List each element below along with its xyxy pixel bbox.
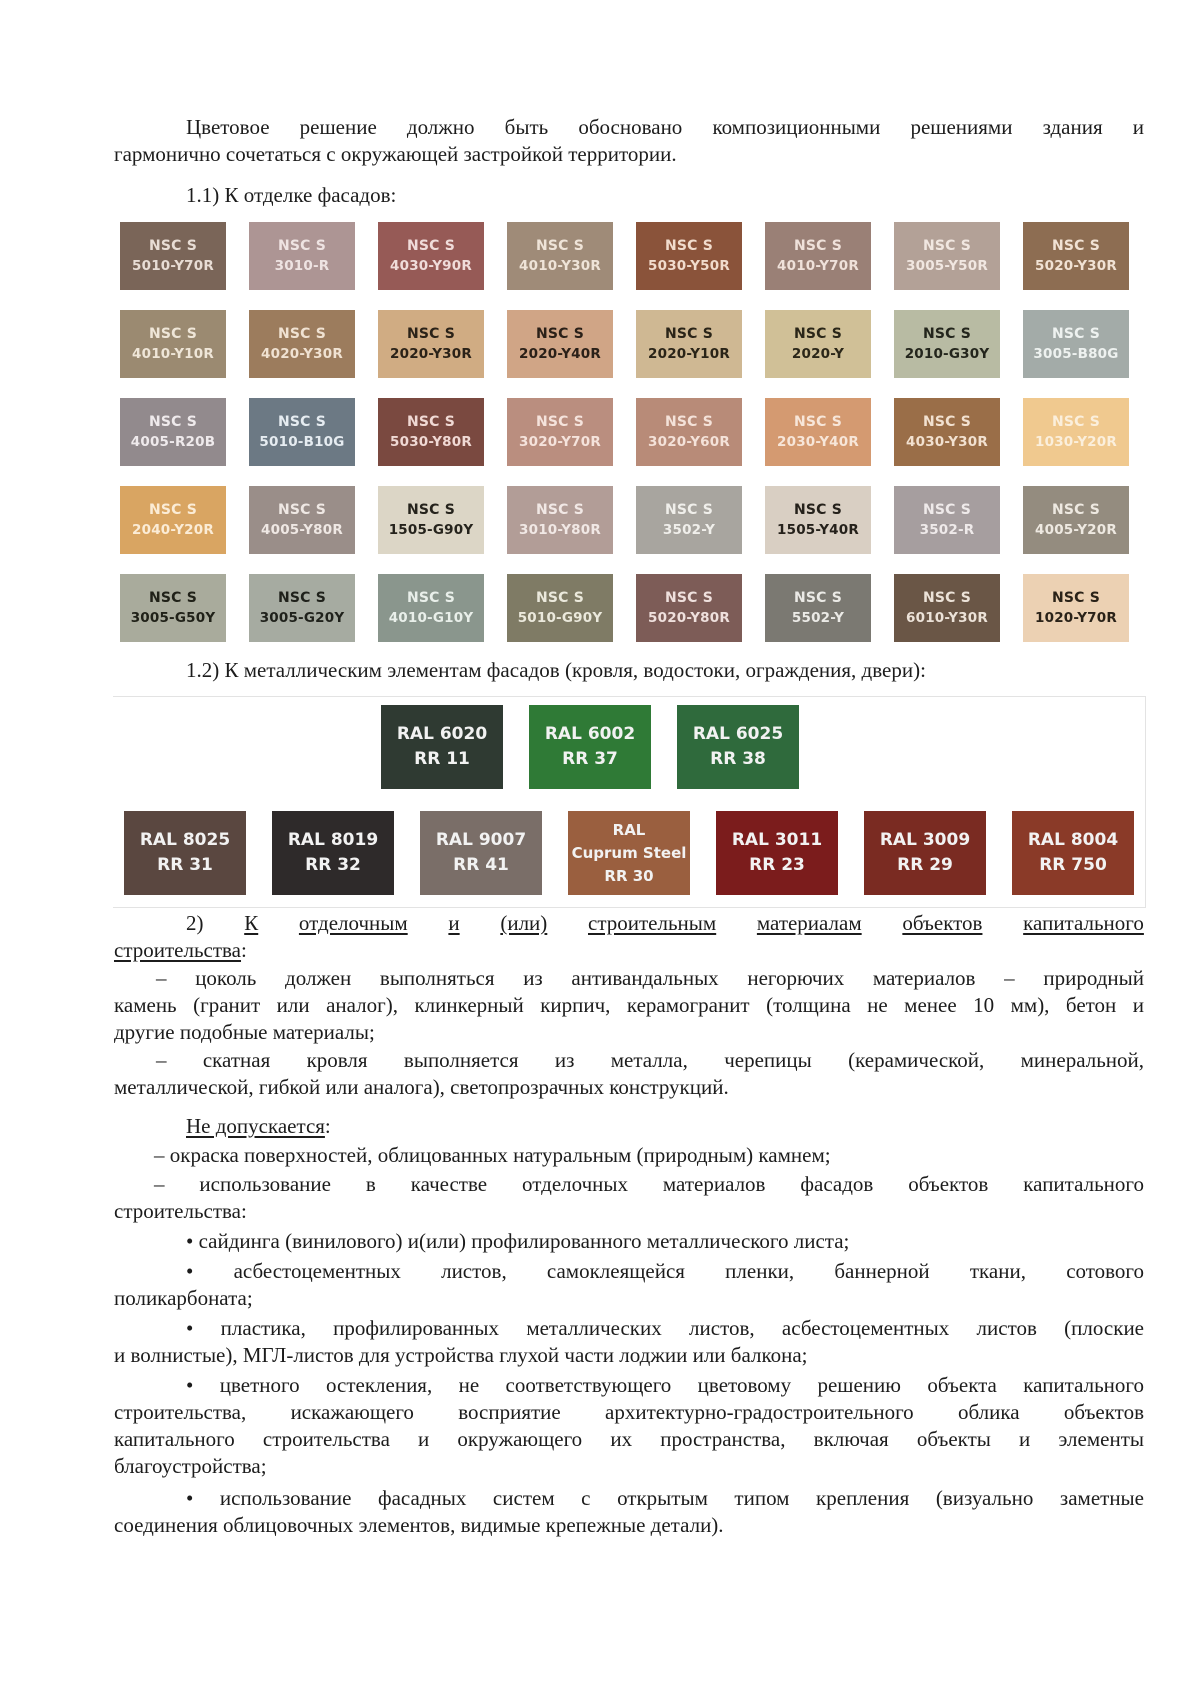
nsc-swatch [378, 398, 484, 466]
section-2-word: отделочным [298, 911, 408, 935]
nsc-swatch-prefix: NSC S [1051, 414, 1101, 430]
nsc-swatch-code: 5030-Y50R [648, 258, 730, 274]
nsc-swatch [636, 310, 742, 378]
nsc-swatch-prefix: NSC S [148, 502, 198, 518]
ral-swatch [1012, 811, 1134, 895]
nsc-swatch-prefix: NSC S [406, 238, 456, 254]
bullet-2-line-1: • асбестоцементных листов, самоклеящейся пленки, баннерной ткани, сотового [186, 1259, 1144, 1283]
section-2-word: (или) [500, 911, 548, 935]
section-2-word: и [448, 911, 460, 935]
nsc-swatch [894, 574, 1000, 642]
nsc-swatch-prefix: NSC S [406, 414, 456, 430]
ral-swatch-label: RAL 9007 [435, 830, 527, 850]
section-2-word: объектов [902, 911, 983, 935]
nsc-swatch-code: 2020-Y [791, 346, 845, 362]
ral-swatch-label: RR 38 [710, 749, 766, 769]
nsc-swatch-grid [120, 222, 1129, 642]
nsc-swatch [378, 486, 484, 554]
nsc-swatch-code: 2020-Y10R [648, 346, 730, 362]
nsc-swatch [765, 486, 871, 554]
nsc-swatch [636, 222, 742, 290]
ral-swatch [864, 811, 986, 895]
nsc-swatch-code: 3502-Y [662, 522, 716, 538]
ral-swatch-label: RR 31 [157, 855, 213, 875]
nsc-swatch [894, 486, 1000, 554]
nsc-swatch [378, 222, 484, 290]
nsc-swatch-code: 3020-Y60R [648, 434, 730, 450]
nsc-swatch [765, 222, 871, 290]
nsc-swatch-prefix: NSC S [535, 326, 585, 342]
not-allowed-colon: : [324, 1114, 331, 1138]
nsc-swatch-code: 5030-Y80R [390, 434, 472, 450]
nsc-swatch-code: 2010-G30Y [904, 346, 990, 362]
nsc-swatch-code: 3010-R [274, 258, 330, 274]
nsc-swatch [120, 222, 226, 290]
ral-swatch-label: RAL 3011 [731, 830, 823, 850]
nsc-swatch-prefix: NSC S [406, 502, 456, 518]
ral-swatch [677, 705, 799, 789]
ral-swatch [272, 811, 394, 895]
section-2-heading [114, 910, 1144, 937]
ral-swatch-label: RAL 6002 [544, 724, 636, 744]
nsc-swatch-prefix: NSC S [148, 414, 198, 430]
nsc-swatch-code: 5010-Y70R [132, 258, 214, 274]
ral-swatch-label: Cuprum Steel [571, 843, 687, 862]
bullet-5-line-1: • использование фасадных систем с открытым типом крепления (визуально заметные [186, 1486, 1144, 1510]
nsc-swatch-code: 4010-Y10R [132, 346, 214, 362]
nsc-swatch-prefix: NSC S [664, 326, 714, 342]
nsc-swatch-prefix: NSC S [148, 326, 198, 342]
nsc-swatch-prefix: NSC S [535, 414, 585, 430]
nsc-swatch-prefix: NSC S [793, 502, 843, 518]
nsc-swatch [249, 222, 355, 290]
section-2-word: 2) [186, 911, 204, 935]
section-2-heading-underlined: строительства [114, 938, 242, 962]
nsc-swatch-code: 4020-Y30R [261, 346, 343, 362]
nsc-swatch-code: 3020-Y70R [519, 434, 601, 450]
nsc-swatch-code: 1030-Y20R [1035, 434, 1117, 450]
ral-swatch [716, 811, 838, 895]
nsc-swatch-code: 2020-Y40R [519, 346, 601, 362]
nsc-swatch-prefix: NSC S [406, 326, 456, 342]
nsc-swatch-code: 4005-Y80R [261, 522, 343, 538]
section-2-word: материалам [756, 911, 862, 935]
bullet-3-line-1: • пластика, профилированных металлических листов, асбестоцементных листов (плоские [186, 1316, 1144, 1340]
p2-line-2: металлической, гибкой или аналога), светопрозрачных конструкций. [114, 1075, 729, 1099]
nsc-swatch [249, 486, 355, 554]
nsc-swatch-prefix: NSC S [1051, 238, 1101, 254]
nsc-swatch-code: 4030-Y90R [390, 258, 472, 274]
nsc-swatch-code: 6010-Y30R [906, 610, 988, 626]
nsc-swatch-prefix: NSC S [793, 238, 843, 254]
not-allowed-title: Не допускается [186, 1114, 325, 1138]
nsc-swatch-code: 5010-B10G [259, 434, 345, 450]
not-allowed-heading [186, 1113, 1200, 1140]
nsc-swatch-prefix: NSC S [922, 238, 972, 254]
ral-swatch [420, 811, 542, 895]
nsc-swatch-prefix: NSC S [1051, 326, 1101, 342]
nsc-swatch-prefix: NSC S [277, 590, 327, 606]
ral-swatch-label: RAL 8019 [287, 830, 379, 850]
nsc-swatch-code: 1020-Y70R [1035, 610, 1117, 626]
nsc-swatch-prefix: NSC S [535, 502, 585, 518]
p2-line-1: – скатная кровля выполняется из металла, черепицы (керамической, минеральной, [156, 1048, 1144, 1072]
section-2-word: К [244, 911, 259, 935]
nsc-swatch-code: 1505-Y40R [777, 522, 859, 538]
nsc-swatch [378, 310, 484, 378]
ral-swatch-label: RAL 8025 [139, 830, 231, 850]
nsc-swatch-prefix: NSC S [664, 238, 714, 254]
section-2-word: капитального [1023, 911, 1144, 935]
bullet-5-line-2: соединения облицовочных элементов, видимые крепежные детали). [114, 1513, 724, 1537]
nsc-swatch [636, 574, 742, 642]
nsc-swatch-code: 3005-B80G [1033, 346, 1119, 362]
nsc-swatch [120, 310, 226, 378]
ral-swatch [124, 811, 246, 895]
ral-swatch-label: RR 23 [749, 855, 805, 875]
p1-line-2: камень (гранит или аналог), клинкерный кирпич, керамогранит (толщина не менее 10 мм), бетон и [114, 993, 1144, 1017]
nsc-swatch-code: 4010-Y70R [777, 258, 859, 274]
nsc-swatch [249, 310, 355, 378]
nsc-swatch [1023, 222, 1129, 290]
nsc-swatch [507, 574, 613, 642]
nsc-swatch [120, 574, 226, 642]
nsc-swatch [507, 398, 613, 466]
nsc-swatch-prefix: NSC S [922, 414, 972, 430]
nsc-swatch [249, 574, 355, 642]
nsc-swatch [507, 486, 613, 554]
nsc-swatch-code: 4005-Y20R [1035, 522, 1117, 538]
nsc-swatch-code: 2020-Y30R [390, 346, 472, 362]
nsc-swatch-prefix: NSC S [277, 414, 327, 430]
ral-swatch-label: RR 32 [305, 855, 361, 875]
nsc-swatch [249, 398, 355, 466]
nsc-swatch-prefix: NSC S [793, 414, 843, 430]
section-1-2-heading: 1.2) К металлическим элементам фасадов (кровля, водостоки, ограждения, двери): [186, 658, 926, 682]
p1-line-1: – цоколь должен выполняться из антивандальных негорючих материалов – природный [156, 966, 1144, 990]
ral-swatch-label: RR 37 [562, 749, 618, 769]
nsc-swatch [636, 486, 742, 554]
nsc-swatch-prefix: NSC S [922, 502, 972, 518]
nsc-swatch [894, 398, 1000, 466]
ral-swatch [529, 705, 651, 789]
ral-swatch-label: RR 11 [414, 749, 470, 769]
nsc-swatch-prefix: NSC S [535, 590, 585, 606]
nsc-swatch [765, 574, 871, 642]
ral-swatch-label: RR 41 [453, 855, 509, 875]
nsc-swatch-prefix: NSC S [664, 502, 714, 518]
nsc-swatch [636, 398, 742, 466]
nsc-swatch-prefix: NSC S [148, 238, 198, 254]
nsc-swatch-prefix: NSC S [277, 326, 327, 342]
nsc-swatch-code: 1505-G90Y [388, 522, 474, 538]
nsc-swatch-code: 3502-R [919, 522, 975, 538]
nsc-swatch [1023, 574, 1129, 642]
ral-swatch-label: RAL 3009 [879, 830, 971, 850]
nsc-swatch-code: 3010-Y80R [519, 522, 601, 538]
bullet-3-line-2: и волнистые), МГЛ-листов для устройства глухой части лоджии или балкона; [114, 1343, 808, 1367]
nsc-swatch-prefix: NSC S [1051, 590, 1101, 606]
nsc-swatch [894, 222, 1000, 290]
nsc-swatch-code: 5020-Y30R [1035, 258, 1117, 274]
section-2-heading-line-2 [114, 937, 1144, 964]
nsc-swatch-code: 5010-G90Y [517, 610, 603, 626]
nsc-swatch-prefix: NSC S [922, 326, 972, 342]
nsc-swatch-code: 4030-Y30R [906, 434, 988, 450]
nsc-swatch [894, 310, 1000, 378]
dash-item-2-line-1: – использование в качестве отделочных материалов фасадов объектов капитального [154, 1172, 1144, 1196]
nsc-swatch-code: 4010-Y30R [519, 258, 601, 274]
ral-swatch-label: RAL 6020 [396, 724, 488, 744]
p1-line-3: другие подобные материалы; [114, 1020, 375, 1044]
ral-swatch-label: RR 750 [1039, 855, 1107, 875]
nsc-swatch [507, 310, 613, 378]
bullet-4-line-4: благоустройства; [114, 1454, 267, 1478]
bullet-4-line-1: • цветного остекления, не соответствующего цветовому решению объекта капитального [186, 1373, 1144, 1397]
ral-swatch [568, 811, 690, 895]
nsc-swatch-code: 3005-G50Y [130, 610, 216, 626]
section-1-1-heading: 1.1) К отделке фасадов: [186, 183, 397, 207]
ral-swatch-label: RAL [612, 820, 646, 839]
section-2-word: строительным [588, 911, 717, 935]
nsc-swatch-prefix: NSC S [406, 590, 456, 606]
nsc-swatch [1023, 398, 1129, 466]
nsc-swatch-prefix: NSC S [793, 326, 843, 342]
nsc-swatch [765, 398, 871, 466]
nsc-swatch [378, 574, 484, 642]
nsc-swatch-prefix: NSC S [148, 590, 198, 606]
nsc-swatch-prefix: NSC S [793, 590, 843, 606]
ral-swatch-label: RR 30 [604, 866, 654, 885]
nsc-swatch-code: 3005-Y50R [906, 258, 988, 274]
nsc-swatch [507, 222, 613, 290]
ral-swatch-label: RR 29 [897, 855, 953, 875]
nsc-swatch-code: 3005-G20Y [259, 610, 345, 626]
nsc-swatch-code: 5502-Y [791, 610, 845, 626]
ral-swatch-label: RAL 8004 [1027, 830, 1119, 850]
nsc-swatch [765, 310, 871, 378]
intro-line-2: гармонично сочетаться с окружающей застройкой территории. [114, 142, 677, 166]
nsc-swatch [120, 486, 226, 554]
bullet-1: • сайдинга (винилового) и(или) профилированного металлического листа; [186, 1229, 850, 1253]
nsc-swatch-code: 2030-Y40R [777, 434, 859, 450]
nsc-swatch-code: 2040-Y20R [132, 522, 214, 538]
section-2-heading-colon: : [241, 938, 247, 962]
nsc-swatch-prefix: NSC S [664, 590, 714, 606]
dash-item-1: – окраска поверхностей, облицованных натуральным (природным) камнем; [154, 1143, 831, 1167]
nsc-swatch-prefix: NSC S [535, 238, 585, 254]
nsc-swatch-prefix: NSC S [664, 414, 714, 430]
nsc-swatch-prefix: NSC S [922, 590, 972, 606]
nsc-swatch [120, 398, 226, 466]
nsc-swatch-code: 5020-Y80R [648, 610, 730, 626]
nsc-swatch-prefix: NSC S [1051, 502, 1101, 518]
ral-swatch-panel [113, 696, 1146, 908]
nsc-swatch-prefix: NSC S [277, 238, 327, 254]
bullet-2-line-2: поликарбоната; [114, 1286, 253, 1310]
ral-swatch [381, 705, 503, 789]
nsc-swatch [1023, 310, 1129, 378]
ral-swatch-label: RAL 6025 [692, 724, 784, 744]
nsc-swatch-prefix: NSC S [277, 502, 327, 518]
nsc-swatch-code: 4005-R20B [130, 434, 216, 450]
nsc-swatch [1023, 486, 1129, 554]
nsc-swatch-code: 4010-G10Y [388, 610, 474, 626]
bullet-4-line-3: капитального строительства и окружающего их пространства, включая объекты и элементы [114, 1427, 1144, 1451]
dash-item-2-line-2: строительства: [114, 1199, 247, 1223]
bullet-4-line-2: строительства, искажающего восприятие архитектурно-градостроительного облика объектов [114, 1400, 1144, 1424]
intro-line-1: Цветовое решение должно быть обосновано композиционными решениями здания и [186, 115, 1144, 139]
